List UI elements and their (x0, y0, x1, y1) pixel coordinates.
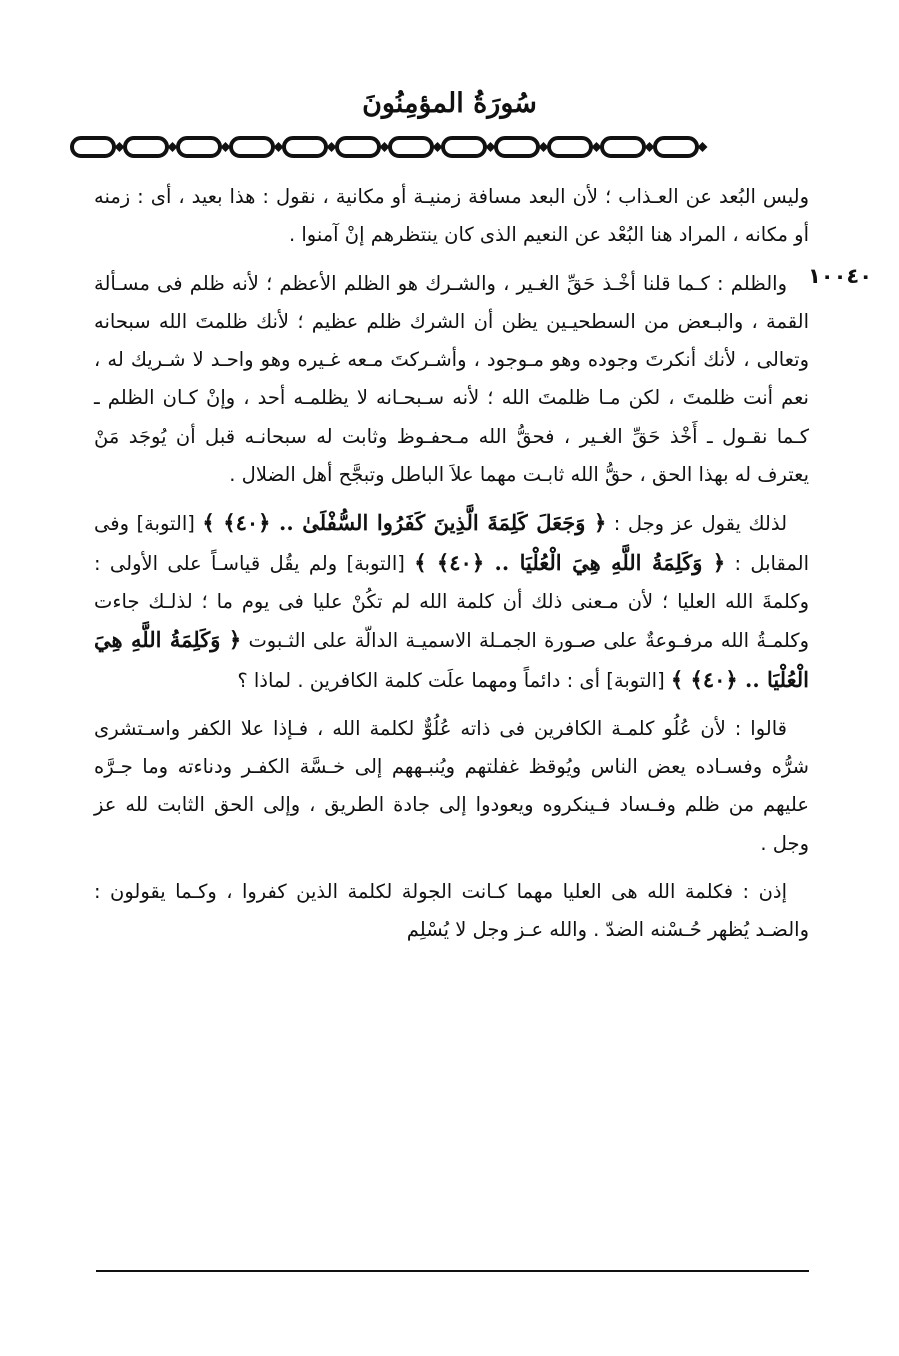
paragraph-3 (94, 504, 809, 699)
quran-verse: ﴿ وَجَعَلَ كَلِمَةَ الَّذِينَ كَفَرُوا السُّفْلَىٰ .. ﴿٤٠﴾ ﴾ (202, 510, 607, 536)
paragraph-5 (94, 873, 809, 950)
page-body (94, 178, 809, 960)
paragraph-2 (94, 265, 809, 495)
paragraph-1 (94, 178, 809, 255)
paragraph-text: [التوبة] أى : دائماً ومهما علَت كلمة الكافرين . لماذا ؟ (237, 668, 671, 692)
paragraph-4 (94, 710, 809, 863)
chain-ornament-icon (68, 129, 713, 165)
footer-rule (96, 1270, 809, 1272)
paragraph-text: قالوا : لأن عُلُو كلمـة الكافرين فى ذاته عُلُوٌّ لكلمة الله ، فـإذا علا الكفر واسـتشرى شرُّه وفسـاده يعض الناس ويُوقظ غفلتهم ويُنبـههم إلى خـسَّة الكفـر ودناءته وما جـرَّه عليهم من ظلم وفـساد فـينكروه ويعودوا إلى جادة الطريق ، وإلى الحق الثابت لله عز وجل . (94, 716, 809, 855)
quran-verse: ﴿ وَكَلِمَةُ اللَّهِ هِيَ الْعُلْيَا .. ﴿٤٠﴾ ﴾ (94, 627, 809, 692)
paragraph-text: لذلك يقول عز وجل : (606, 512, 788, 536)
paragraph-text: [التوبة] وفى المقابل : (94, 512, 810, 575)
paragraph-text: والظلم : كـما قلنا أخْـذ حَقِّ الغـير ، والشـرك هو الظلم الأعظم ؛ لأنه ظلم فى مسـألة القمة ، والبـعض من السطحيـين يظن أن الشرك ظلم عظيم ؛ لأنك ظلمتَ الله سبحانه وتعالى ، لأنك أنكرتَ وجوده وهو مـوجود ، وأشـركتَ مـعه غـيره وهو واحـد لا شـريك له ، نعم أنت ظلمتَ ، لكن مـا ظلمتَ الله ؛ لأنه سـبحـانه لا يظلمـه أحد ، وإنْ كـان الظلم ـ كـما نقـول ـ أَخْذ حَقِّ الغـير ، فحقُّ الله مـحفـوظ وثابت له سبحانـه قبل أن يُوجَد مَنْ يعترف له بهذا الحق ، حقُّ الله ثابـت مهما علاَ الباطل وتبجَّح أهل الضلال . (94, 271, 809, 487)
paragraph-text: [التوبة] ولم يقُل قياسـاً على الأولى : وكلمةَ الله العليا ؛ لأن مـعنى ذلك أن كلمة الله لم تكُنْ عليا فى يوم ما ؛ لذلـك جاءت وكلمـةُ الله مرفـوعةٌ على صـورة الجمـلة الاسميـة الدالّة على الثـبوت (94, 551, 809, 653)
paragraph-text: وليس البُعد عن العـذاب ؛ لأن البعد مسافة زمنيـة أو مكانية ، نقول : هذا بعيد ، أى : زمنه أو مكانه ، المراد هنا البُعْد عن النعيم الذى كان ينتظرهم إنْ آمنوا . (94, 185, 809, 247)
page-number: ١٠٠٤٠ (807, 264, 873, 288)
quran-verse: ﴿ وَكَلِمَةُ اللَّهِ هِيَ الْعُلْيَا .. ﴿٤٠﴾ ﴾ (414, 549, 726, 575)
paragraph-text: إذن : فكلمة الله هى العليا مهما كـانت الجولة لكلمة الذين كفروا ، وكـما يقولون : والضـد يُظهر حُـسْنه الضدّ . والله عـز وجل لا يُسْلِم (94, 880, 809, 942)
surah-title: سُورَةُ المؤمِنُونَ (362, 88, 537, 119)
